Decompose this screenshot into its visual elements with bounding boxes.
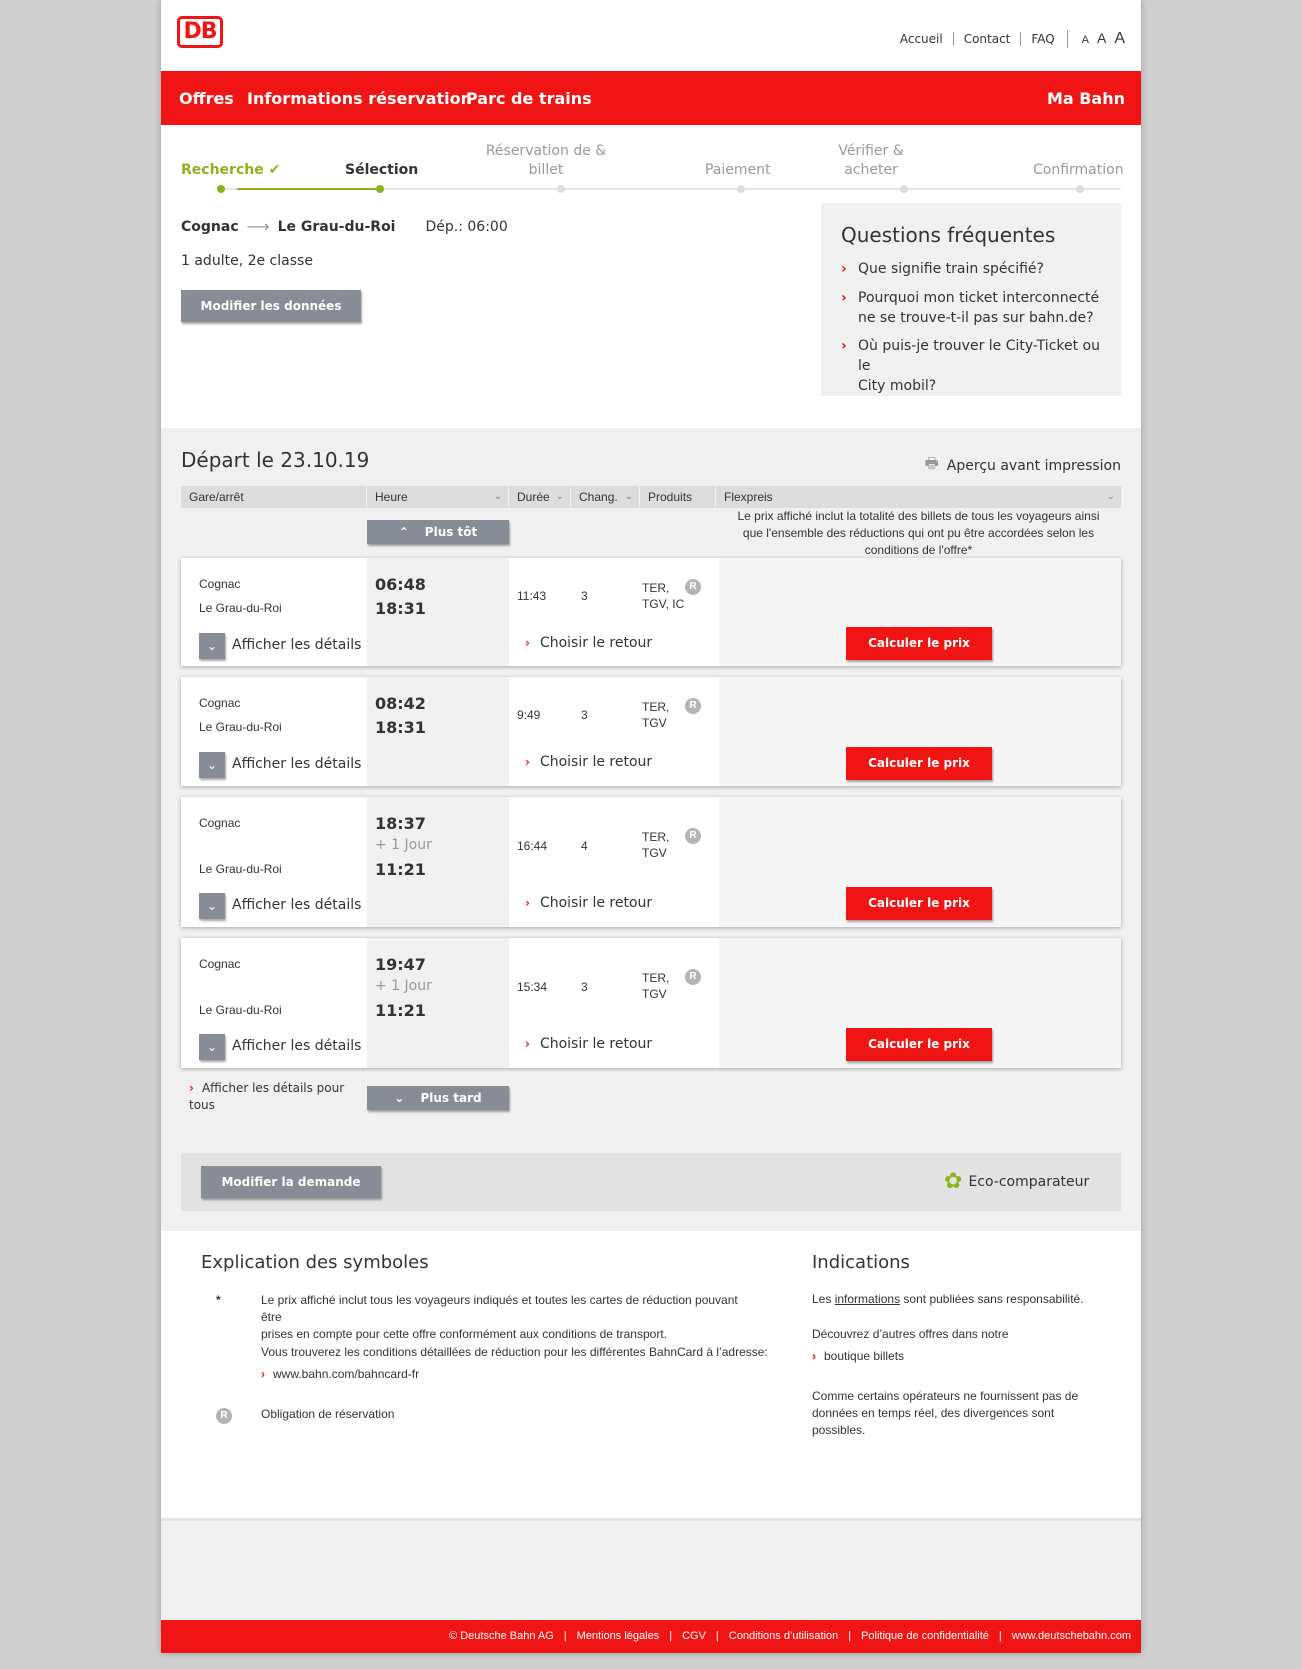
show-details-label[interactable]: Afficher les détails [232,897,362,913]
show-details-label[interactable]: Afficher les détails [232,756,362,772]
meta-nav-faq[interactable]: FAQ [1020,32,1064,46]
chevron-right-icon: › [525,896,530,910]
station-from: Cognac [199,816,241,830]
print-preview-link[interactable]: 🖶 Aperçu avant impression [925,453,1121,478]
nav-informations-reservation[interactable]: Informations réservation [247,89,473,108]
bahncard-link[interactable]: › www.bahn.com/bahncard-fr [261,1367,420,1381]
products: TER, TGV [642,700,670,730]
footer-cgv[interactable]: CGV [682,1630,706,1642]
calculate-price-button[interactable]: Calculer le prix [846,887,992,920]
reservation-required-icon: R [216,1408,232,1424]
show-all-details-link[interactable]: › Afficher les détails pour tous [189,1081,345,1112]
journey-departure: Dép.: 06:00 [425,218,508,235]
chevron-right-icon: › [261,1367,265,1381]
faq-question-2[interactable]: › Pourquoi mon ticket interconnecté ne se trouve-t-il pas sur bahn.de? [841,290,1100,326]
departure-time: 08:42 [375,694,426,713]
connection-card-2 [181,677,1121,786]
duration: 15:34 [517,980,548,994]
departure-time: 19:47 [375,955,426,974]
connection-card-1 [181,558,1121,666]
step-paiement: Paiement [705,162,771,178]
printer-icon: 🖶 [924,454,939,472]
chevron-right-icon: › [812,1349,816,1363]
star-explanation: Le prix affiché inclut tous les voyageurs indiqués et toutes les cartes de réduction pouvant être prises en compte pour cette offre conformément aux conditions de transport. [261,1293,738,1341]
chevron-down-icon: ⌄ [206,758,218,772]
font-size-switcher [1067,30,1125,48]
reservation-required-icon: R [685,579,701,595]
chevron-right-icon: › [525,1037,530,1051]
indications-title: Indications [812,1252,910,1273]
chevron-down-icon: ⌄ [1106,491,1115,502]
col-duree[interactable]: Durée ⌄ [509,486,570,508]
page-container [161,0,1141,1653]
arrow-right-icon: ⟶ [246,217,270,236]
show-details-toggle[interactable] [199,633,225,659]
chevron-down-icon: ⌄ [624,491,633,502]
chevron-right-icon: › [841,261,847,277]
boutique-link[interactable]: › boutique billets [812,1349,905,1363]
connection-card-3 [181,797,1121,927]
step-confirmation: Confirmation [1033,162,1124,178]
show-details-toggle[interactable] [199,752,225,778]
action-bar [181,1153,1121,1211]
chevron-down-icon: ⌄ [555,491,564,502]
products: TER, TGV, IC [642,581,685,611]
faq-title: Questions fréquentes [841,223,1056,247]
chevron-right-icon: › [525,755,530,769]
journey-to: Le Grau-du-Roi [277,218,396,235]
station-to: Le Grau-du-Roi [199,601,282,615]
arrival-time: 18:31 [375,599,426,618]
calculate-price-button[interactable]: Calculer le prix [846,627,992,660]
station-from: Cognac [199,577,241,591]
show-details-toggle[interactable] [199,1034,225,1060]
progress-dot-3 [557,185,565,193]
station-from: Cognac [199,696,241,710]
station-from: Cognac [199,957,241,971]
step-selection: Sélection [345,162,419,178]
chevron-down-icon: ⌄ [206,639,218,653]
footer-privacy[interactable]: Politique de confidentialité [861,1630,989,1642]
faq-question-1[interactable]: › Que signifie train spécifié? [841,261,1044,277]
chevron-down-icon: ⌄ [493,491,502,502]
faq-box [821,203,1121,396]
col-flexpreis[interactable]: Flexpreis ⌄ [716,486,1121,508]
journey-summary [181,217,508,236]
chevron-right-icon: › [189,1081,194,1095]
step-reservation: Réservation de & billet [485,143,607,178]
nav-parc-de-trains[interactable]: Parc de trains [466,89,592,108]
meta-nav-contact[interactable]: Contact [953,32,1021,46]
step-verifier: Vérifier & acheter [838,143,904,178]
show-details-label[interactable]: Afficher les détails [232,637,362,653]
plus-one-day: + 1 Jour [375,978,432,994]
arrival-time: 18:31 [375,718,426,737]
meta-nav [890,30,1125,48]
station-to: Le Grau-du-Roi [199,720,282,734]
footer-mentions-legales[interactable]: Mentions légales [576,1630,660,1642]
progress-fill [237,188,377,190]
col-produits: Produits [640,486,715,508]
footer-links: © Deutsche Bahn AG | Mentions légales | CGV | Conditions d’utilisation | Politique de confidentialité | www.deutschebahn.com [449,1630,1131,1642]
indications-offers: Découvrez d’autres offres dans notre [812,1327,1009,1341]
connection-card-4 [181,938,1121,1068]
footer [161,1620,1141,1653]
later-button[interactable]: ⌄ Plus tard [367,1086,509,1110]
db-logo[interactable]: DB [177,16,223,48]
price-note: Le prix affiché inclut la totalité des billets de tous les voyageurs ainsi que l'ensemble des réductions qui ont pu être accordées selon les conditions de l'offre* [737,509,1100,557]
changes: 3 [581,980,588,994]
reservation-required-icon: R [685,698,701,714]
calculate-price-button[interactable]: Calculer le prix [846,747,992,780]
duration: 16:44 [517,839,548,853]
indications-realtime: Comme certains opérateurs ne fournissent pas de données en temps réel, des divergences sont possibles. [812,1389,1079,1437]
footer-deutschebahn[interactable]: www.deutschebahn.com [1011,1630,1131,1642]
col-heure[interactable]: Heure ⌄ [367,486,508,508]
step-recherche[interactable]: Recherche ✔ [181,162,281,178]
star-symbol: * [216,1293,221,1307]
col-gare-arret: Gare/arrêt [181,486,366,508]
reservation-required-text: Obligation de réservation [261,1407,395,1421]
duration: 11:43 [517,589,547,603]
footer-band [161,1521,1141,1620]
nav-ma-bahn[interactable]: Ma Bahn [1046,89,1125,108]
chevron-right-icon: › [525,636,530,650]
informations-link[interactable]: informations [834,1292,901,1306]
duration: 9:49 [517,708,541,722]
results-title: Départ le 23.10.19 [181,448,370,472]
plus-one-day: + 1 Jour [375,837,432,853]
products: TER, TGV [642,971,670,1001]
chevron-right-icon: › [841,290,847,306]
chevron-up-icon: ⌃ [398,525,409,539]
bahncard-info: Vous trouverez les conditions détaillées de réduction pour les différentes BahnCard à l’adresse: [261,1345,768,1359]
font-size-medium[interactable]: A [1096,30,1107,46]
font-size-large[interactable]: A [1114,30,1125,47]
meta-nav-accueil[interactable]: Accueil [899,32,943,46]
reservation-required-icon: R [685,969,701,985]
products: TER, TGV [642,830,670,860]
station-to: Le Grau-du-Roi [199,1003,282,1017]
footer-conditions[interactable]: Conditions d’utilisation [728,1630,839,1642]
footer-copyright: © Deutsche Bahn AG [449,1630,554,1642]
journey-passengers: 1 adulte, 2e classe [181,253,313,269]
flower-icon: ✿ [944,1169,963,1194]
choose-return-link[interactable]: › Choisir le retour [525,895,653,911]
main-nav [161,71,1141,125]
font-size-small[interactable]: A [1081,34,1089,46]
chevron-down-icon: ⌄ [206,899,218,913]
chevron-down-icon: ⌄ [206,1040,218,1054]
chevron-right-icon: › [841,338,847,354]
arrival-time: 11:21 [375,860,426,879]
departure-time: 06:48 [375,575,426,594]
nav-offres[interactable]: Offres [179,89,234,108]
changes: 3 [581,708,588,722]
modify-request-button[interactable]: Modifier la demande [201,1166,381,1198]
faq-question-3[interactable]: › Où puis-je trouver le City-Ticket ou le City mobil? [841,338,1100,394]
choose-return-link[interactable]: › Choisir le retour [525,1036,653,1052]
chevron-down-icon: ⌄ [394,1091,405,1105]
eco-comparator-link[interactable]: ✿ Eco-comparateur [944,1169,1090,1194]
col-changements[interactable]: Chang. ⌄ [571,486,639,508]
journey-from: Cognac [181,218,239,235]
check-icon: ✔ [268,162,281,178]
choose-return-link[interactable]: › Choisir le retour [525,635,653,651]
arrival-time: 11:21 [375,1001,426,1020]
symbols-title: Explication des symboles [201,1252,429,1273]
choose-return-link[interactable]: › Choisir le retour [525,754,653,770]
calculate-price-button[interactable]: Calculer le prix [846,1028,992,1061]
earlier-button[interactable]: ⌃ Plus tôt [367,520,509,544]
indications-disclaimer: Les informations sont publiées sans responsabilité. [812,1292,1084,1306]
progress-dot-1 [217,185,225,193]
show-details-toggle[interactable] [199,893,225,919]
progress-dot-5 [900,185,908,193]
progress-dot-4 [737,185,745,193]
progress-dot-2 [376,185,384,193]
departure-time: 18:37 [375,814,426,833]
modify-data-button[interactable]: Modifier les données [181,290,361,322]
changes: 3 [581,589,588,603]
reservation-required-icon: R [685,828,701,844]
show-details-label[interactable]: Afficher les détails [232,1038,362,1054]
changes: 4 [581,839,588,853]
progress-dot-6 [1076,185,1084,193]
station-to: Le Grau-du-Roi [199,862,282,876]
